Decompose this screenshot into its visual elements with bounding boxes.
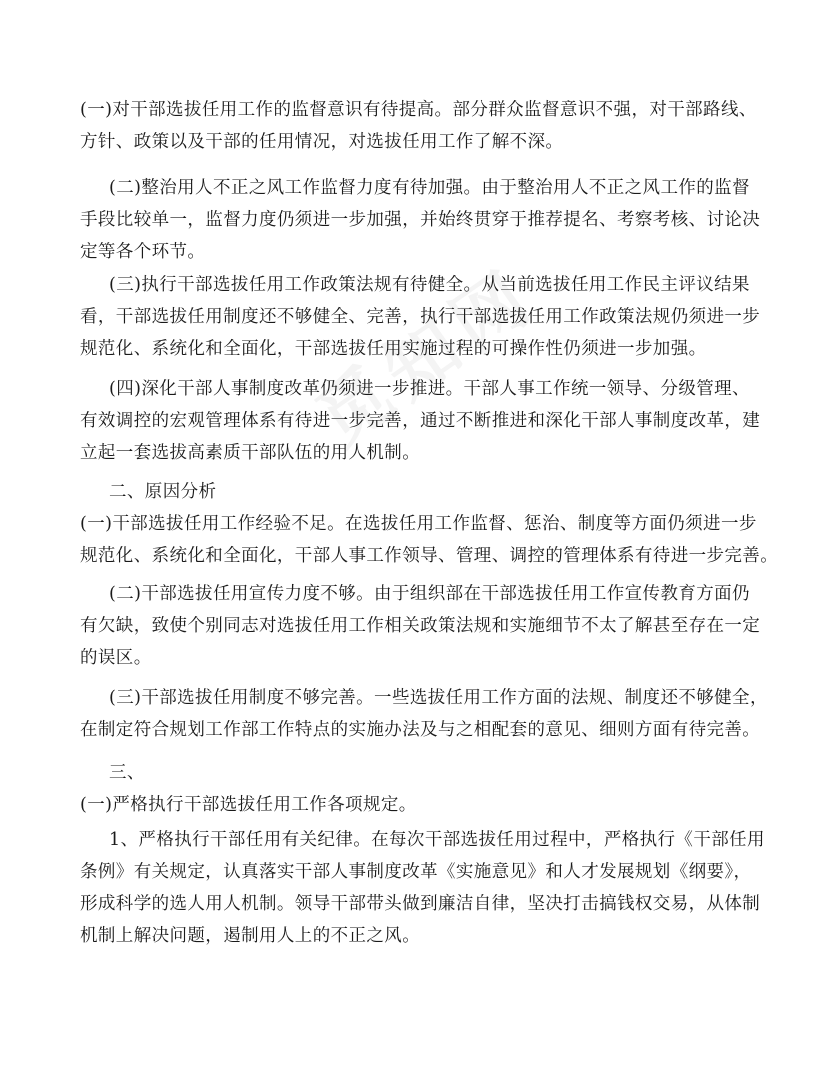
text-line: 1、严格执行干部任用有关纪律。在每次干部选拔任用过程中，严格执行《干部任用 [109,830,765,850]
text-line: 条例》有关规定，认真落实干部人事制度改革《实施意见》和人才发展规划《纲要》， [80,862,752,882]
text-line: (三)执行干部选拔任用工作政策法规有待健全。从当前选拔任用工作民主评议结果 [109,275,750,295]
text-line: 有欠缺，致使个别同志对选拔任用工作相关政策法规和实施细节不太了解甚至存在一定 [80,616,761,636]
paragraph-rectification [80,172,760,268]
paragraph-discipline [80,824,765,952]
text-line: 的误区。 [80,648,152,668]
text-line: (一)对干部选拔任用工作的监督意识有待提高。部分群众监督意识不强，对干部路线、 [80,100,757,120]
text-line: 立起一套选拔高素质干部队伍的用人机制。 [80,443,421,463]
text-line: (三)干部选拔任用制度不够完善。一些选拔任用工作方面的法规、制度还不够健全， [109,688,768,708]
text-line: 手段比较单一，监督力度仍须进一步加强，并始终贯穿于推荐提名、考察考核、讨论决 [80,210,761,230]
text-line: 规范化、系统化和全面化，干部人事工作领导、管理、调控的管理体系有待进一步完善。 [80,546,779,566]
section-cause-analysis [80,476,779,572]
paragraph-policy-execution [80,269,760,365]
text-line: 规范化、系统化和全面化，干部选拔任用实施过程的可操作性仍须进一步加强。 [80,339,707,359]
text-line: 有效调控的宏观管理体系有待进一步完善，通过不断推进和深化干部人事制度改革，建 [80,411,761,431]
text-line: 看，干部选拔任用制度还不够健全、完善，执行干部选拔任用工作政策法规仍须进一步 [80,307,761,327]
paragraph-supervision-awareness [80,94,760,158]
text-line: 方针、政策以及干部的任用情况，对选拔任用工作了解不深。 [80,132,564,152]
text-line: (一)严格执行干部选拔任用工作各项规定。 [80,795,417,815]
paragraph-system [80,682,768,746]
text-line: (一)干部选拔任用工作经验不足。在选拔任用工作监督、惩治、制度等方面仍须进一步 [80,514,757,534]
text-line: (二)整治用人不正之风工作监督力度有待加强。由于整治用人不正之风工作的监督 [109,178,750,198]
paragraph-reform [80,373,760,469]
text-line: 定等各个环节。 [80,242,206,262]
section-three [80,757,760,821]
section-heading: 二、原因分析 [109,482,217,502]
text-line: 在制定符合规划工作部工作特点的实施办法及与之相配套的意见、细则方面有待完善。 [80,720,761,740]
text-line: 机制上解决问题，遏制用人上的不正之风。 [80,926,421,946]
text-line: 形成科学的选人用人机制。领导干部带头做到廉洁自律，坚决打击搞钱权交易，从体制 [80,894,761,914]
section-heading: 三、 [109,763,145,783]
text-line: (四)深化干部人事制度改革仍须进一步推进。干部人事工作统一领导、分级管理、 [109,379,750,399]
paragraph-publicity [80,578,760,674]
text-line: (二)干部选拔任用宣传力度不够。由于组织部在干部选拔任用工作宣传教育方面仍 [109,584,750,604]
